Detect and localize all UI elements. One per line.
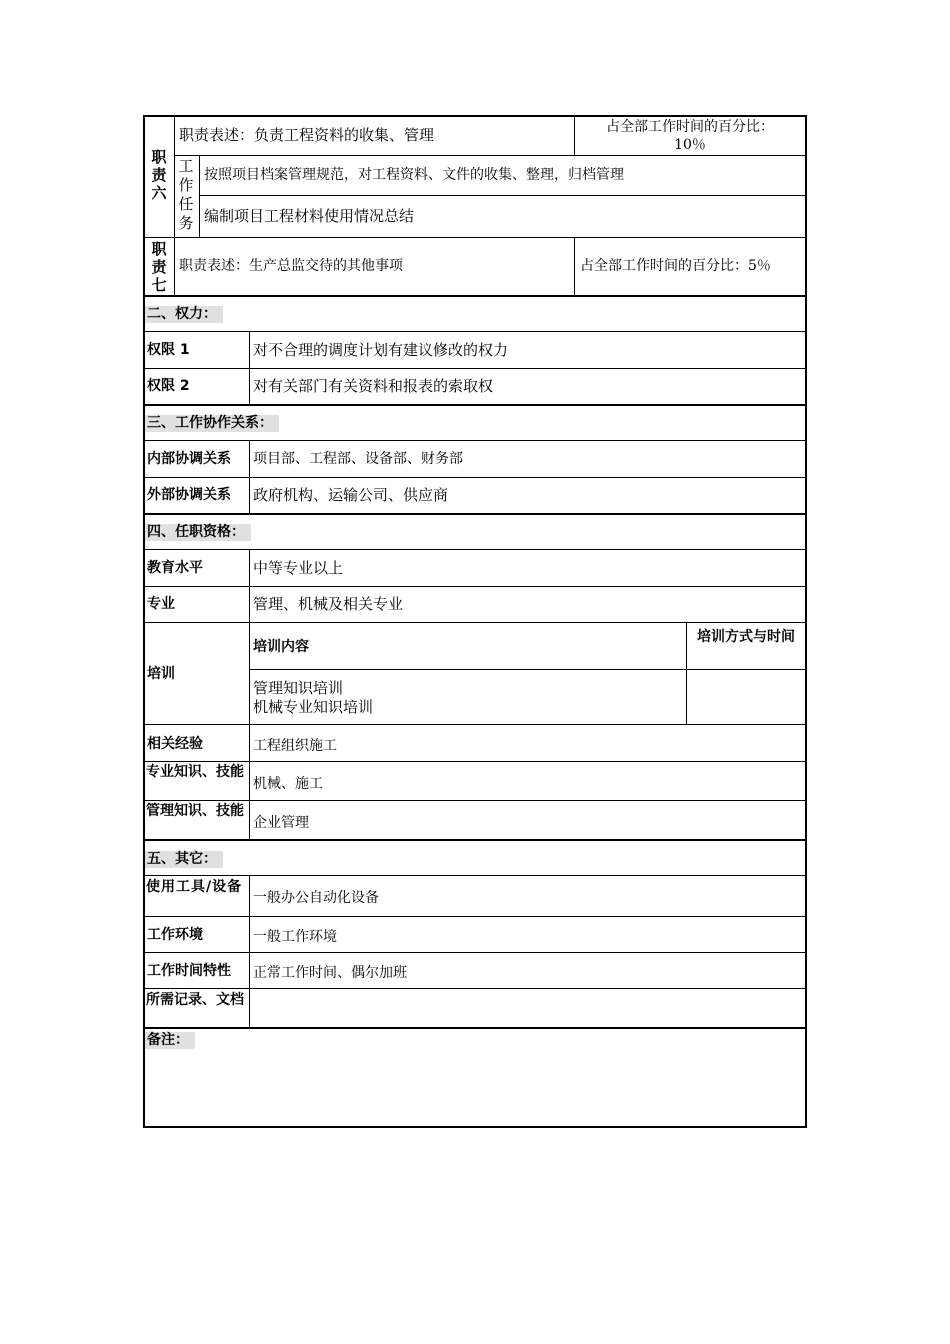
major-label: 专业 [147, 596, 175, 612]
row-divider [143, 331, 806, 332]
education-value: 中等专业以上 [253, 559, 344, 577]
row-divider [143, 368, 806, 369]
environment-label: 工作环境 [147, 927, 203, 943]
row-divider [143, 761, 806, 762]
environment-value: 一般工作环境 [253, 929, 337, 945]
section-title-qualification: 四、任职资格： [145, 524, 251, 541]
col-divider [249, 331, 250, 404]
education-label: 教育水平 [147, 560, 203, 576]
prof-knowledge-value: 机械、施工 [253, 776, 323, 792]
pct-divider-6 [574, 115, 575, 155]
section-divider [143, 295, 806, 297]
duty7-label: 职 责 七 [151, 240, 167, 294]
work-time-value: 正常工作时间、偶尔加班 [253, 965, 407, 981]
authority-1-value: 对不合理的调度计划有建议修改的权力 [253, 341, 509, 359]
col-divider [249, 440, 250, 513]
experience-label: 相关经验 [147, 736, 203, 752]
row-divider [199, 195, 806, 196]
duty6-pct-value: 10％ [674, 137, 706, 153]
row-divider [143, 237, 806, 238]
row-divider [143, 549, 806, 550]
row-divider [143, 916, 806, 917]
experience-value: 工程组织施工 [253, 738, 337, 754]
tools-label: 使用工具/设备 [146, 879, 243, 895]
row-divider [143, 622, 806, 623]
table-border-bottom [143, 1126, 807, 1128]
row-divider [143, 988, 806, 989]
task-label-divider [199, 155, 200, 237]
duty6-pct-label: 占全部工作时间的百分比： [606, 119, 774, 135]
row-divider [143, 800, 806, 801]
mgmt-knowledge-label: 管理知识、技能 [146, 803, 244, 819]
duty6-label: 职 责 六 [151, 148, 167, 202]
row-divider [143, 875, 806, 876]
section-title-authority: 二、权力： [145, 306, 223, 323]
work-time-label: 工作时间特性 [147, 963, 231, 979]
row-divider [143, 586, 806, 587]
section-title-other: 五、其它： [145, 851, 223, 868]
pct-divider-7 [574, 237, 575, 295]
section-title-collaboration: 三、工作协作关系： [145, 415, 279, 432]
row-divider [174, 155, 806, 156]
mgmt-knowledge-value: 企业管理 [253, 815, 309, 831]
external-relation-label: 外部协调关系 [147, 487, 231, 503]
authority-1-label: 权限 1 [147, 342, 190, 358]
section-divider [143, 839, 806, 841]
col-divider [249, 549, 250, 839]
internal-relation-value: 项目部、工程部、设备部、财务部 [253, 451, 463, 467]
tools-value: 一般办公自动化设备 [253, 890, 379, 906]
prof-knowledge-label: 专业知识、技能 [146, 764, 244, 780]
internal-relation-label: 内部协调关系 [147, 451, 231, 467]
duty7-pct: 占全部工作时间的百分比：5％ [580, 258, 771, 274]
row-divider [143, 724, 806, 725]
row-divider [143, 477, 806, 478]
duty6-description: 职责表述：负责工程资料的收集、管理 [179, 126, 435, 144]
duty-label-divider [174, 115, 175, 295]
row-divider [143, 440, 806, 441]
training-item-2: 机械专业知识培训 [253, 698, 374, 716]
duty7-description: 职责表述：生产总监交待的其他事项 [179, 258, 403, 274]
duty6-task-label: 工 作 任 务 [178, 157, 194, 232]
section-divider [143, 404, 806, 406]
training-content-header: 培训内容 [253, 639, 309, 655]
training-item-1: 管理知识培训 [253, 679, 344, 697]
major-value: 管理、机械及相关专业 [253, 595, 404, 613]
row-divider [249, 669, 806, 670]
col-divider [686, 622, 687, 724]
section-divider [143, 513, 806, 515]
training-method-header: 培训方式与时间 [697, 629, 795, 645]
records-label: 所需记录、文档 [146, 992, 244, 1008]
remarks-label: 备注： [145, 1032, 195, 1049]
duty6-task-1: 按照项目档案管理规范，对工程资料、文件的收集、整理，归档管理 [204, 167, 624, 183]
row-divider [143, 952, 806, 953]
section-divider [143, 1027, 806, 1029]
training-label: 培训 [147, 666, 175, 682]
table-border-top [143, 115, 807, 117]
authority-2-label: 权限 2 [147, 378, 190, 394]
duty6-task-2: 编制项目工程材料使用情况总结 [204, 207, 415, 225]
authority-2-value: 对有关部门有关资料和报表的索取权 [253, 377, 494, 395]
external-relation-value: 政府机构、运输公司、供应商 [253, 486, 449, 504]
